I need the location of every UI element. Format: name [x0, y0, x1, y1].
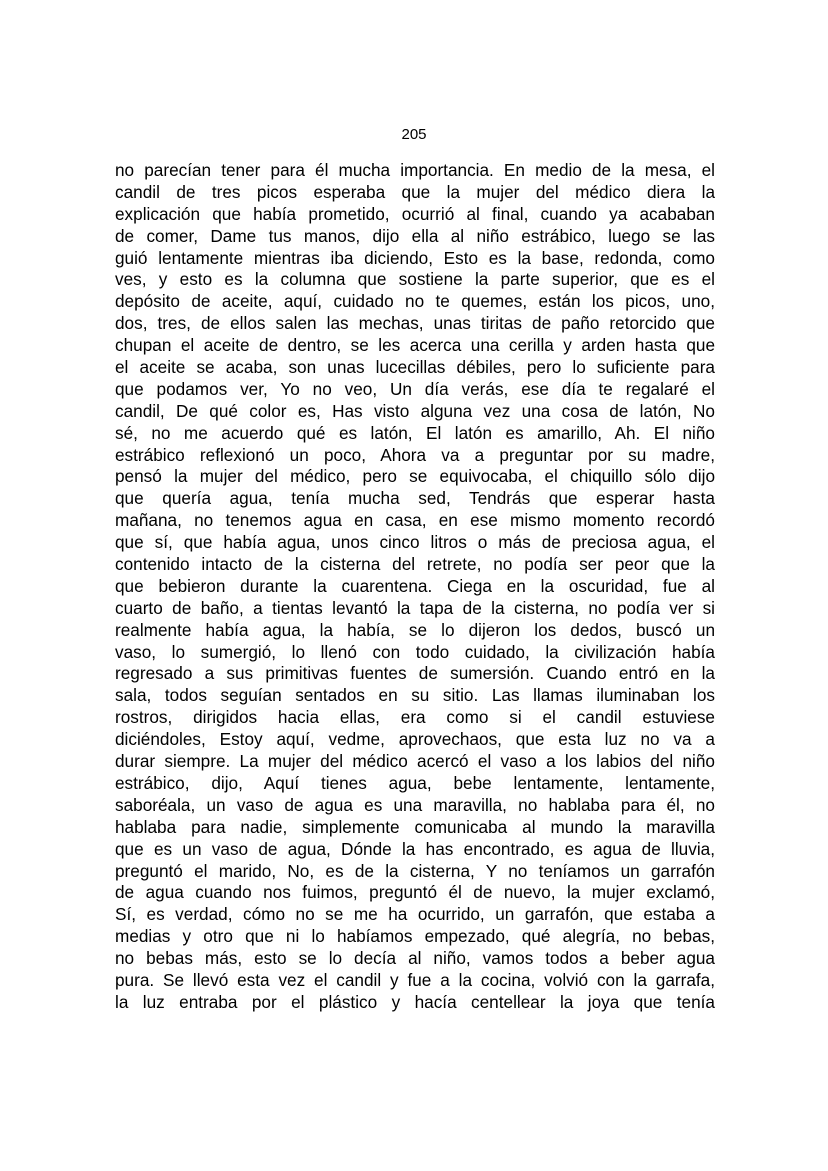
text-line: estrábico, dijo, Aquí tienes agua, bebe lentamente, lentamente, — [115, 772, 715, 793]
text-line: la luz entraba por el plástico y hacía centellear la joya que tenía — [115, 991, 715, 1012]
text-line: no parecían tener para él mucha importancia. En medio de la mesa, el — [115, 160, 715, 180]
text-line: preguntó el marido, No, es de la cisterna, Y no teníamos un garrafón — [115, 860, 715, 881]
text-line: hablaba para nadie, simplemente comunicaba al mundo la maravilla — [115, 816, 715, 837]
text-line: realmente había agua, la había, se lo dijeron los dedos, buscó un — [115, 619, 715, 640]
text-line: chupan el aceite de dentro, se les acerca una cerilla y arden hasta que — [115, 335, 715, 356]
text-line: cuarto de baño, a tientas levantó la tapa de la cisterna, no podía ver si — [115, 597, 715, 618]
text-line: mañana, no tenemos agua en casa, en ese mismo momento recordó — [115, 510, 715, 531]
text-line: regresado a sus primitivas fuentes de sumersión. Cuando entró en la — [115, 663, 715, 684]
text-line: saboréala, un vaso de agua es una maravilla, no hablaba para él, no — [115, 794, 715, 815]
text-line: que sí, que había agua, unos cinco litros o más de preciosa agua, el — [115, 532, 715, 553]
text-line: candil, De qué color es, Has visto alguna vez una cosa de latón, No — [115, 400, 715, 421]
text-line: pensó la mujer del médico, pero se equivocaba, el chiquillo sólo dijo — [115, 466, 715, 487]
text-line: sé, no me acuerdo qué es latón, El latón es amarillo, Ah. El niño — [115, 422, 715, 443]
text-line: el aceite se acaba, son unas lucecillas débiles, pero lo suficiente para — [115, 357, 715, 378]
text-line: pura. Se llevó esta vez el candil y fue a la cocina, volvió con la garrafa, — [115, 969, 715, 990]
text-line: que quería agua, tenía mucha sed, Tendrás que esperar hasta — [115, 488, 715, 509]
text-line: vaso, lo sumergió, lo llenó con todo cuidado, la civilización había — [115, 641, 715, 662]
text-line: de agua cuando nos fuimos, preguntó él de nuevo, la mujer exclamó, — [115, 882, 715, 903]
text-line: candil de tres picos esperaba que la mujer del médico diera la — [115, 181, 715, 202]
text-line: rostros, dirigidos hacia ellas, era como si el candil estuviese — [115, 707, 715, 728]
text-line: Sí, es verdad, cómo no se me ha ocurrido, un garrafón, que estaba a — [115, 904, 715, 925]
text-line: que es un vaso de agua, Dónde la has encontrado, es agua de lluvia, — [115, 838, 715, 859]
text-line: depósito de aceite, aquí, cuidado no te quemes, están los picos, uno, — [115, 291, 715, 312]
text-line: contenido intacto de la cisterna del retrete, no podía ser peor que la — [115, 554, 715, 575]
text-line: no bebas más, esto se lo decía al niño, vamos todos a beber agua — [115, 948, 715, 969]
text-line: medias y otro que ni lo habíamos empezado, qué alegría, no bebas, — [115, 926, 715, 947]
text-line: de comer, Dame tus manos, dijo ella al niño estrábico, luego se las — [115, 225, 715, 246]
page-number: 205 — [401, 126, 427, 143]
text-line: durar siempre. La mujer del médico acercó el vaso a los labios del niño — [115, 751, 715, 772]
body-text — [115, 160, 715, 1014]
text-line: que bebieron durante la cuarentena. Ciega en la oscuridad, fue al — [115, 575, 715, 596]
text-line: dos, tres, de ellos salen las mechas, unas tiritas de paño retorcido que — [115, 313, 715, 334]
text-line: ves, y esto es la columna que sostiene la parte superior, que es el — [115, 269, 715, 290]
text-line: diciéndoles, Estoy aquí, vedme, aprovechaos, que esta luz no va a — [115, 729, 715, 750]
text-line: explicación que había prometido, ocurrió al final, cuando ya acababan — [115, 203, 715, 224]
text-line: estrábico reflexionó un poco, Ahora va a preguntar por su madre, — [115, 444, 715, 465]
text-line: que podamos ver, Yo no veo, Un día verás, ese día te regalaré el — [115, 378, 715, 399]
text-line: guió lentamente mientras iba diciendo, Esto es la base, redonda, como — [115, 247, 715, 268]
text-line: sala, todos seguían sentados en su sitio. Las llamas iluminaban los — [115, 685, 715, 706]
